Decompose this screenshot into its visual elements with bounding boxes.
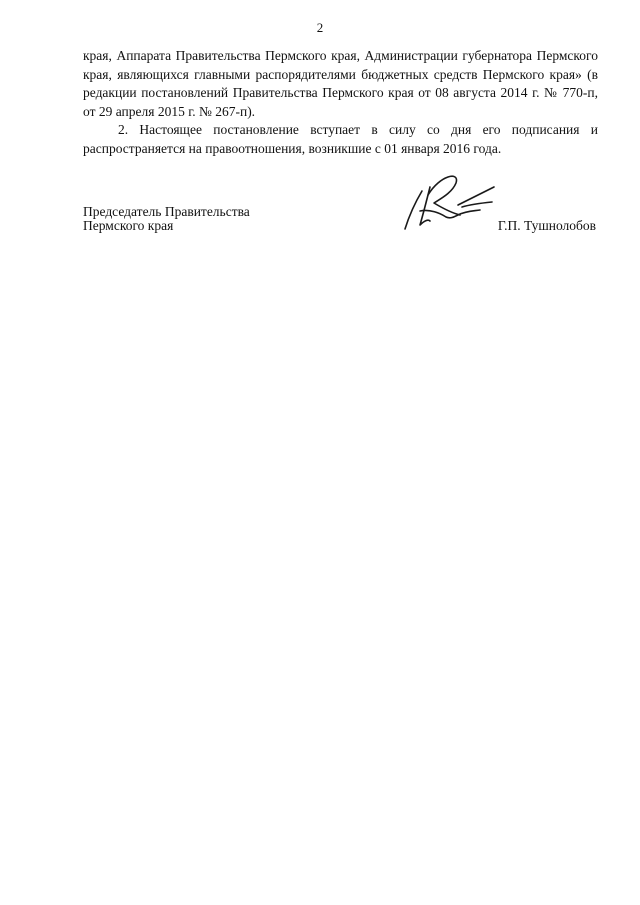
signature-stroke [428, 176, 460, 215]
signature-stroke [462, 202, 492, 207]
handwritten-signature [400, 169, 500, 233]
document-body [83, 47, 598, 158]
page-number: 2 [316, 20, 324, 35]
signatory-name: Г.П. Тушнолобов [497, 218, 596, 233]
signature-block [83, 205, 598, 245]
signatory-title-line-2: Пермского края [83, 218, 174, 233]
paragraph-continuation: края, Аппарата Правительства Пермского края, Администрации губернатора Пермского края, являющихся главными распорядителями бюджетных средств Пермского края» (в редакции постановлений Правительства Пермского края от 08 августа 2014 г. № 770-п, от 29 апреля 2015 г. № 267-п). [83, 48, 598, 119]
signature-stroke [405, 191, 422, 229]
signatory-title-line-1: Председатель Правительства [83, 204, 250, 219]
paragraph-effective-date: 2. Настоящее постановление вступает в силу со дня его подписания и распространяется на правоотношения, возникшие с 01 января 2016 года. [83, 122, 598, 156]
